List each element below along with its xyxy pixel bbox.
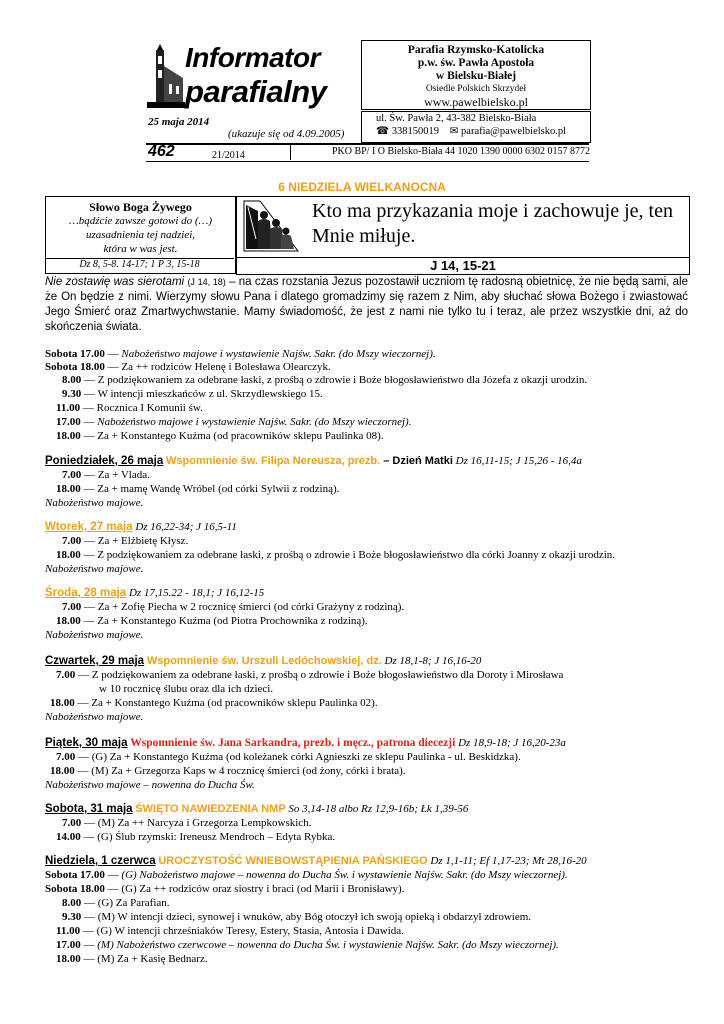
list-item: 8.00 — Z podziękowaniem za odebrane łaski, z prośbą o zdrowie i Boże błogosławieństwo dla Józefa z okazji urodzin. bbox=[62, 374, 588, 386]
day-heading-monday: Poniedziałek, 26 maja Wspomnienie św. Filipa Nereusza, prezb. – Dzień Matki Dz 16,11-15; J 15,26 - 16,4a bbox=[45, 455, 582, 467]
word-box-title: Słowo Boga Żywego bbox=[89, 200, 192, 214]
church-icon bbox=[147, 44, 185, 108]
list-item: Sobota 17.00 — Nabożeństwo majowe i wystawienie Najśw. Sakr. (do Mszy wieczornej). bbox=[45, 348, 436, 360]
logo-title-line2: parafialny bbox=[185, 74, 327, 109]
day-heading-tuesday: Wtorek, 27 maja Dz 16,22-34; J 16,5-11 bbox=[45, 521, 237, 533]
church-logo bbox=[147, 44, 185, 108]
list-item: 18.00 — Za + Konstantego Kuźma (od pracowników sklepu Paulinka 02). bbox=[50, 697, 378, 709]
list-item: 11.00 — (G) W intencji chrześniaków Teresy, Estery, Stasia, Antosia i Dawida. bbox=[56, 925, 404, 937]
intro-paragraph bbox=[45, 275, 688, 335]
sunday-title: 6 NIEDZIELA WIELKANOCNA bbox=[278, 180, 446, 194]
day-heading-sunday: Niedziela, 1 czerwca UROCZYSTOŚĆ WNIEBOWSTĄPIENIA PAŃSKIEGO Dz 1,1-11; Ef 1,17-23; Mt 28,16-20 bbox=[45, 855, 587, 867]
day-heading-thursday: Czwartek, 29 maja Wspomnienie św. Urszuli Ledóchowskiej, dz. Dz 18,1-8; J 16,16-20 bbox=[45, 655, 482, 667]
header-bottom-divider bbox=[146, 161, 589, 162]
parish-info-box bbox=[361, 40, 591, 110]
list-item: 11.00 — Rocznica I Komunii św. bbox=[56, 402, 203, 414]
list-item: w 10 rocznicę ślubu oraz dla ich dzieci. bbox=[99, 683, 274, 695]
word-box-line1: …bądźcie zawsze gotowi do (…) bbox=[69, 215, 212, 227]
issue-number: 462 bbox=[148, 143, 175, 160]
issue-date: 25 maja 2014 bbox=[148, 116, 210, 128]
list-item: Sobota 17.00 — (G) Nabożeństwo majowe – nowenna do Ducha Św. i wystawienie Najśw. Sakr. (do Mszy wieczornej). bbox=[45, 869, 568, 881]
readings-refs: Dz 8, 5-8. 14-17; 1 P 3, 15-18 bbox=[45, 258, 234, 270]
list-item: 18.00 — (M) Za + Grzegorza Kaps w 4 rocznicę śmierci (od żony, córki i brata). bbox=[50, 765, 406, 777]
list-item: Nabożeństwo majowe. bbox=[45, 497, 144, 509]
list-item: 14.00 — (G) Ślub rzymski: Ireneusz Mendroch – Edyta Rybka. bbox=[56, 831, 336, 843]
main-quote: Kto ma przykazania moje i zachowuje je, ten Mnie miłuje. bbox=[312, 200, 673, 247]
intro-lead-ref: (J 14, 18) bbox=[187, 277, 226, 287]
day-heading-friday: Piątek, 30 maja Wspomnienie św. Jana Sarkandra, prezb. i męcz., patrona diecezji Dz 18,9-18; J 16,20-23a bbox=[45, 737, 566, 749]
parish-name: Parafia Rzymsko-Katolicka bbox=[407, 44, 545, 56]
parish-district: Osiedle Polskich Skrzydeł bbox=[425, 84, 527, 94]
parish-city: w Bielsku-Białej bbox=[435, 70, 517, 82]
day-heading-wednesday: Środa, 28 maja Dz 17,15.22 - 18,1; J 16,12-15 bbox=[45, 587, 265, 599]
gospel-reference: J 14, 15-21 bbox=[236, 258, 690, 275]
envelope-icon: ✉ bbox=[449, 126, 459, 137]
intro-text: – na czas rozstania Jezus pozostawił uczniom tę radosną obietnicę, że nie będą sami, ale że On będzie z nimi. Wierzymy słowu Pana i dlatego gromadzimy się razem z Nim, aby słuchać słowa Bożego i zwiastować Jego Śmierć oraz Zmartwychwstanie. Mamy świadomość, że jest z nami nie tylko tu i teraz, ale przez wszystkie dni, aż do skończenia świata. bbox=[45, 276, 688, 333]
list-item: Sobota 18.00 — (G) Za ++ rodziców oraz siostry i braci (od Marii i Bronisławy). bbox=[45, 883, 405, 895]
phone-number: 338150019 bbox=[391, 126, 439, 137]
list-item: 18.00 — Za + Konstantego Kuźma (od Piotra Prochownika z rodziną). bbox=[56, 615, 368, 627]
list-item: 7.00 — Z podziękowaniem za odebrane łaski, z prośbą o zdrowie i Boże błogosławieństwo dla Doroty i Mirosława bbox=[56, 669, 564, 681]
list-item: 9.30 — (M) W intencji dzieci, synowej i wnuków, aby Bóg otoczył ich swoją opieką i obdarzył zdrowiem. bbox=[62, 911, 532, 923]
apostles-illustration bbox=[240, 199, 302, 253]
intro-lead: Nie zostawię was sierotami bbox=[45, 276, 185, 288]
list-item: 9.30 — W intencji mieszkańców z ul. Skrzydlewskiego 15. bbox=[62, 388, 323, 400]
phone-icon: ☎ bbox=[376, 126, 390, 137]
list-item: 17.00 — (M) Nabożeństwo czerwcowe – nowenna do Ducha Św. i wystawienie Najśw. Sakr. (do Mszy wieczornej). bbox=[56, 939, 559, 951]
list-item: Nabożeństwo majowe. bbox=[45, 711, 144, 723]
list-item: Sobota 18.00 — Za ++ rodziców Helenę i Bolesława Olearczyk. bbox=[45, 361, 331, 373]
bank-account: PKO BP/ I O Bielsko-Biała 44 1020 1390 0000 6302 0157 8772 bbox=[290, 143, 590, 160]
list-item: 7.00 — (M) Za ++ Narcyza i Grzegorza Lempkowskich. bbox=[62, 817, 312, 829]
list-item: 8.00 — (G) Za Parafian. bbox=[62, 897, 170, 909]
list-item: 18.00 — Z podziękowaniem za odebrane łaski, z prośbą o zdrowie i Boże błogosławieństwo dla córki Joanny z okazji urodzin. bbox=[56, 549, 616, 561]
list-item: 18.00 — Za + Konstantego Kuźma (od pracowników sklepu Paulinka 08). bbox=[56, 430, 384, 442]
word-box-line2: uzasadnienia tej nadziei, bbox=[85, 229, 196, 241]
parish-patron: p.w. św. Pawła Apostoła bbox=[417, 57, 535, 69]
list-item: 18.00 — Za + mamę Wandę Wróbel (od córki Sylwii z rodziną). bbox=[56, 483, 340, 495]
list-item: Nabożeństwo majowe. bbox=[45, 563, 144, 575]
logo-title-line1: Informator bbox=[185, 42, 320, 73]
website-link[interactable]: www.pawelbielsko.pl bbox=[424, 95, 528, 109]
word-box-line3: która w was jest. bbox=[103, 243, 178, 255]
day-heading-saturday: Sobota, 31 maja ŚWIĘTO NAWIEDZENIA NMP So 3,14-18 albo Rz 12,9-16b; Łk 1,39-56 bbox=[45, 803, 469, 815]
contact-box bbox=[361, 111, 591, 143]
list-item: 17.00 — Nabożeństwo majowe i wystawienie Najśw. Sakr. (do Mszy wieczornej). bbox=[56, 416, 412, 428]
issue-year: 21/2014 bbox=[212, 150, 245, 161]
list-item: 7.00 — Za + Vlada. bbox=[62, 469, 150, 481]
published-since: (ukazuje się od 4.09.2005) bbox=[228, 128, 345, 140]
address: ul. Św. Pawła 2, 43-382 Bielsko-Biała bbox=[376, 113, 537, 124]
apostles-icon bbox=[240, 199, 302, 253]
list-item: 7.00 — (G) Za + Konstantego Kuźma (od koleżanek córki Agnieszki ze sklepu Paulinka - ul. Beskidzka). bbox=[56, 751, 521, 763]
list-item: 18.00 — (M) Za + Kasię Bednarz. bbox=[56, 953, 208, 965]
list-item: 7.00 — Za + Elżbietę Kłysz. bbox=[62, 535, 189, 547]
list-item: Nabożeństwo majowe. bbox=[45, 629, 144, 641]
list-item: 7.00 — Za + Zofię Piecha w 2 rocznicę śmierci (od córki Grażyny z rodziną). bbox=[62, 601, 405, 613]
list-item: Nabożeństwo majowe – nowenna do Ducha Św. bbox=[45, 779, 255, 791]
email-link[interactable]: parafia@pawelbielsko.pl bbox=[461, 126, 567, 137]
